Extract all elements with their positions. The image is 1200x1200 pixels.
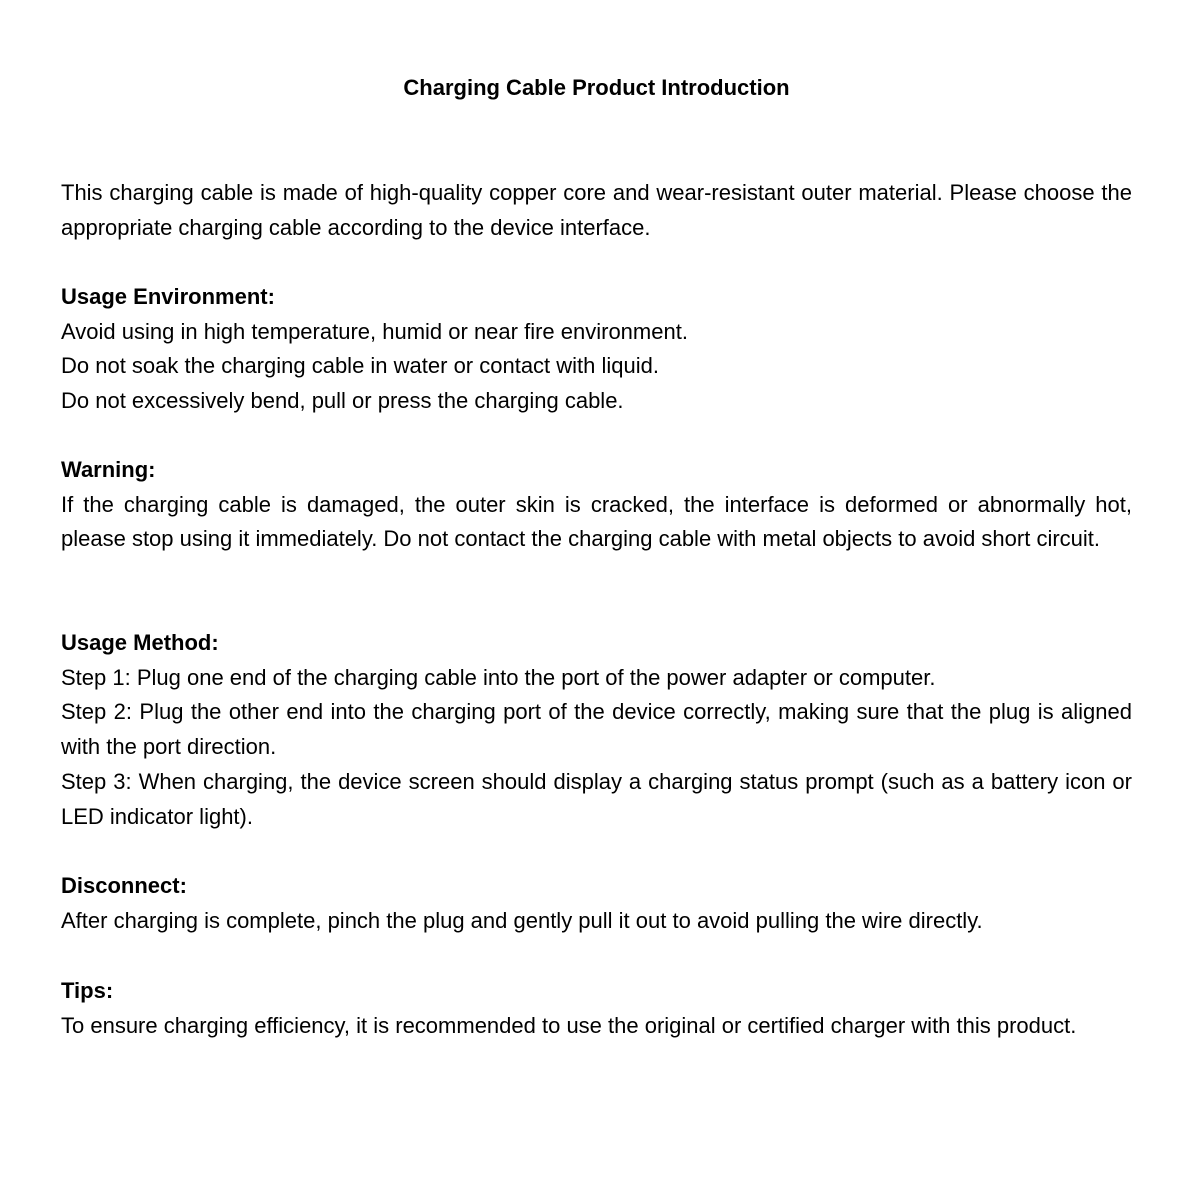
tips-text: To ensure charging efficiency, it is recommended to use the original or certified charger with this product. [61,1012,1077,1038]
section-heading-warning: Warning: [61,457,156,482]
usage-method-step: Step 2: Plug the other end into the charging port of the device correctly, making sure that the plug is aligned with the port direction. [61,699,1132,760]
disconnect-text: After charging is complete, pinch the plug and gently pull it out to avoid pulling the wire directly. [61,907,983,933]
usage-method-step: Step 3: When charging, the device screen should display a charging status prompt (such as a battery icon or LED indicator light). [61,768,1132,829]
document-title: Charging Cable Product Introduction [403,75,790,100]
warning-text: If the charging cable is damaged, the outer skin is cracked, the interface is deformed or abnormally hot, please stop using it immediately. Do not contact the charging cable with metal objects to avoid short circuit. [61,491,1132,552]
section-heading-tips: Tips: [61,978,114,1003]
section-usage-method [61,626,1132,834]
intro-paragraph: This charging cable is made of high-quality copper core and wear-resistant outer material. Please choose the appropriate charging cable according to the device interface. [61,180,1132,240]
section-disconnect [61,869,1132,938]
section-tips [61,974,1132,1043]
section-heading-usage-environment: Usage Environment: [61,284,275,309]
usage-environment-line: Do not soak the charging cable in water or contact with liquid. [61,353,659,379]
section-heading-usage-method: Usage Method: [61,630,219,655]
usage-method-step: Step 1: Plug one end of the charging cable into the port of the power adapter or computer. [61,664,936,690]
section-warning [61,453,1132,557]
section-usage-environment [61,280,1132,419]
section-heading-disconnect: Disconnect: [61,873,187,898]
usage-environment-line: Do not excessively bend, pull or press the charging cable. [61,388,624,414]
usage-environment-line: Avoid using in high temperature, humid or near fire environment. [61,318,688,344]
